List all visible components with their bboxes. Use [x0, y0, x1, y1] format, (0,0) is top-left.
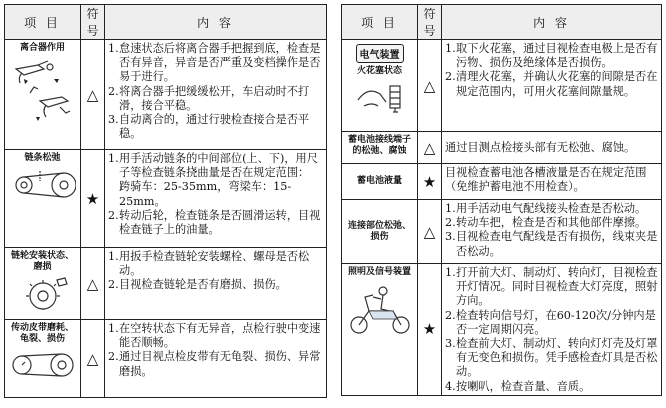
section-label-electrical: 电气装置	[356, 44, 404, 63]
list-item	[445, 216, 659, 230]
list-item	[445, 70, 659, 98]
item-number: 4.	[445, 379, 456, 393]
item-cell	[5, 150, 81, 248]
content-cell	[105, 40, 327, 150]
item-number: 2.	[108, 278, 119, 292]
table-row	[342, 164, 662, 200]
list-item	[108, 209, 324, 237]
list-item	[108, 85, 324, 113]
header-content: 内 容	[105, 5, 327, 40]
item-cell	[5, 40, 81, 150]
table-row	[5, 40, 327, 150]
symbol-cell: △	[81, 40, 105, 150]
right-panel	[341, 4, 662, 396]
table-row	[342, 132, 662, 164]
clutch-illustration	[10, 57, 76, 127]
content-cell	[442, 132, 662, 164]
table-row	[342, 200, 662, 264]
symbol-cell: △	[418, 200, 442, 264]
header-item: 项 目	[5, 5, 81, 40]
list-item	[445, 380, 659, 394]
header-item: 项 目	[342, 5, 418, 40]
symbol-cell: ★	[418, 264, 442, 396]
item-text: 在空转状态下有无异音，点检行驶中变速能否顺畅。	[119, 322, 321, 350]
item-cell	[342, 40, 418, 132]
item-text: 打开前大灯、制动灯、转向灯，目视检查开灯情况。同时目视检查大灯亮度，照射方向。	[456, 266, 658, 308]
item-number: 2.	[445, 70, 456, 84]
list-item	[108, 152, 324, 180]
symbol-cell: ★	[81, 150, 105, 248]
item-label: 链条松弛	[24, 153, 61, 163]
list-item	[445, 309, 659, 337]
header-symbol: 符号	[418, 5, 442, 40]
list-item	[108, 42, 324, 85]
item-text: 用手活动链条的中间部位(上、下)，用尺子等检查链条挠曲量是否在规定范围：	[119, 152, 318, 180]
scooter-rider-illustration	[347, 281, 413, 335]
content-cell	[105, 320, 327, 398]
item-text: 用扳手检查链轮安装螺栓、螺母是否松动。	[119, 250, 310, 278]
item-text: 通过目测点检接头部有无松弛、腐蚀。	[445, 140, 636, 154]
list-item	[445, 266, 659, 309]
content-cell	[442, 164, 662, 200]
item-text: 用手活动电气配线接头检查是否松动。	[456, 202, 647, 215]
list-item	[108, 250, 324, 278]
item-text: 转动后轮，检查链条是否圆滑运转，目视检查链子上的油量。	[119, 208, 321, 237]
list-item	[445, 166, 659, 194]
item-text: 取下火花塞，通过目视检查电极上是否有污物、损伤及绝缘体是否损伤。	[456, 42, 658, 70]
item-number: 3.	[445, 230, 456, 244]
content-cell	[442, 40, 662, 132]
item-number: 2.	[445, 216, 456, 230]
belt-illustration	[10, 348, 76, 382]
symbol-cell: △	[418, 40, 442, 132]
list-item	[108, 322, 324, 350]
item-label: 照明及信号装置	[347, 267, 411, 277]
content-cell	[105, 150, 327, 248]
list-item	[445, 337, 659, 380]
item-number: 2.	[445, 308, 456, 322]
item-cell	[5, 248, 81, 320]
header-content: 内 容	[442, 5, 662, 40]
item-text: 通过目视点检皮带有无龟裂、损伤、异常磨损。	[119, 350, 321, 378]
table-row	[342, 40, 662, 132]
item-number: 1.	[108, 322, 119, 335]
item-label: 火花塞状态	[356, 66, 402, 76]
item-text: 检查前大灯、制动灯、转向灯灯壳及灯罩有无变色和损伤。凭手感检查灯具是否松动。	[456, 337, 658, 379]
content-cell	[442, 200, 662, 264]
list-item	[445, 42, 659, 70]
sprocket-illustration	[13, 276, 73, 310]
symbol-cell: ★	[418, 164, 442, 200]
item-text: 目视检查电气配线是否有损伤，线束夹是否松动。	[456, 230, 658, 258]
item-number: 2.	[108, 208, 119, 222]
list-item	[445, 230, 659, 258]
spark-plug-illustration	[350, 80, 410, 114]
list-item	[108, 113, 324, 141]
table-row	[5, 150, 327, 248]
item-number: 2.	[108, 350, 119, 364]
item-number: 1.	[445, 266, 456, 279]
item-cell	[5, 320, 81, 398]
item-text: 目视检查蓄电池各槽液量是否在规定范围（免维护蓄电池不用检查）。	[445, 166, 647, 194]
left-table	[4, 4, 327, 398]
content-cell	[105, 248, 327, 320]
item-text: 检查转向信号灯，在60-120次/分钟内是否一定周期闪亮。	[456, 308, 656, 336]
item-cell	[342, 264, 418, 396]
table-row	[5, 320, 327, 398]
left-panel	[4, 4, 327, 398]
table-row	[5, 248, 327, 320]
list-item	[445, 202, 659, 216]
table-row	[342, 264, 662, 396]
right-header-row	[342, 5, 662, 40]
item-number: 2.	[108, 84, 119, 98]
right-table	[341, 4, 662, 396]
item-number: 1.	[445, 42, 456, 55]
item-text: 怠速状态后将离合器手把握到底，检查是否有异音，异音是否严重及变档操作是否易于进行。	[119, 42, 321, 84]
item-text: 目视检查链轮是否有磨损、损伤。	[119, 278, 287, 292]
item-cell	[342, 164, 418, 200]
header-symbol: 符号	[81, 5, 105, 40]
item-label: 离合器作用	[19, 43, 65, 53]
symbol-cell: △	[418, 132, 442, 164]
item-label: 链轮安装状态、磨损	[10, 251, 74, 272]
list-item	[108, 278, 324, 292]
item-number: 1.	[445, 202, 456, 215]
item-cell	[342, 200, 418, 264]
item-text: 按喇叭，检查音量、音质。	[456, 379, 591, 393]
item-label: 蓄电池接线端子的松弛、腐蚀	[347, 135, 411, 156]
item-number: 3.	[445, 337, 456, 351]
list-item	[445, 141, 659, 155]
spec-line: 跨骑车：25-35mm，弯梁车：15-25mm。	[119, 180, 292, 208]
item-number: 1.	[108, 42, 119, 55]
item-number: 1.	[108, 250, 119, 263]
item-label: 蓄电池液量	[356, 176, 402, 186]
item-number: 1.	[108, 152, 119, 165]
item-text: 将离合器手把缓缓松开，车启动时不打滑，接合平稳。	[119, 84, 310, 112]
content-cell	[442, 264, 662, 396]
item-label: 传动皮带磨耗、龟裂、损伤	[10, 323, 74, 344]
item-label: 连接部位松弛、损伤	[347, 220, 411, 242]
item-cell	[342, 132, 418, 164]
chain-illustration	[10, 167, 76, 203]
item-text: 自动离合的，通过行驶检查接合是否平稳。	[119, 113, 310, 141]
item-text: 清理火花塞，并确认火花塞的间隙是否在规定范围内，可用火花塞间隙量规。	[456, 70, 658, 98]
list-item	[108, 350, 324, 378]
symbol-cell: △	[81, 248, 105, 320]
item-text: 转动车把，检查是否和其他部件摩擦。	[456, 216, 647, 230]
symbol-cell: △	[81, 320, 105, 398]
item-number: 3.	[108, 113, 119, 127]
left-header-row	[5, 5, 327, 40]
